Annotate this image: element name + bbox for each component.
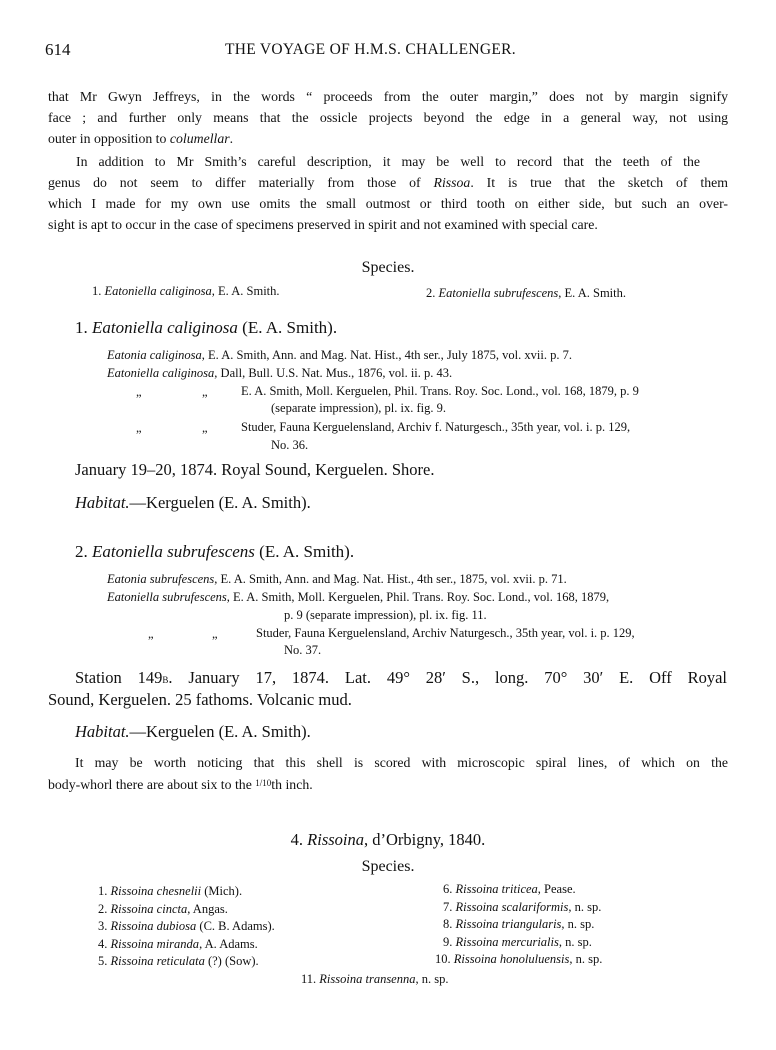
species-2-synonym-3-cont: No. 37. (284, 643, 322, 657)
rissoina-list-left (98, 883, 275, 971)
species-1-synonym-3: E. A. Smith, Moll. Kerguelen, Phil. Trans. Roy. Soc. Lond., vol. 168, 1879, p. 9 (241, 384, 639, 398)
species-2-locality: Station 149b. January 17, 1874. Lat. 49° 28′ S., long. 70° 30′ E. Off Royal (75, 668, 727, 687)
list-item: 10. Rissoina honoluluensis, n. sp. (435, 952, 603, 966)
intro-paragraph-1: that Mr Gwyn Jeffreys, in the words “ proceeds from the outer margin,” does not by margin signify face ; and further only means that the ossicle projects beyond the edge in a general way, not using outer in opposition to columellar. (48, 89, 728, 146)
ditto-mark: „ (136, 421, 142, 435)
list-item: 2. Rissoina cincta, Angas. (98, 901, 228, 916)
species-list-item-2: 2. Eatoniella subrufescens, E. A. Smith. (426, 286, 626, 300)
page-number: 614 (45, 40, 71, 59)
species-2-synonym-3: Studer, Fauna Kerguelensland, Archiv Naturgesch., 35th year, vol. i. p. 129, (256, 626, 635, 640)
list-item: 3. Rissoina dubiosa (C. B. Adams). (98, 919, 275, 933)
species-2-note: It may be worth noticing that this shell is scored with microscopic spiral lines, of which on the body-whorl there are about six to the $^{1/10}$th inch. (48, 755, 728, 792)
species-2-habitat: Habitat.—Kerguelen (E. A. Smith). (75, 722, 311, 741)
genus-4-heading: 4. Rissoina, d’Orbigny, 1840. (290, 830, 486, 849)
ditto-mark: „ (202, 421, 208, 435)
species-1-synonym-4: Studer, Fauna Kerguelensland, Archiv f. Naturgesch., 35th year, vol. i. p. 129, (241, 420, 631, 434)
species-1-heading: 1. Eatoniella caliginosa (E. A. Smith). (75, 318, 338, 337)
list-item: 8. Rissoina triangularis, n. sp. (443, 917, 595, 931)
running-title: THE VOYAGE OF H.M.S. CHALLENGER. (225, 41, 516, 58)
ditto-mark: „ (148, 627, 154, 641)
list-item: 1. Rissoina chesnelii (Mich). (98, 884, 243, 898)
species-1-habitat: Habitat.—Kerguelen (E. A. Smith). (75, 493, 311, 512)
species-1-synonym-3-cont: (separate impression), pl. ix. fig. 9. (271, 401, 446, 415)
species-2-synonym-2: Eatoniella subrufescens, E. A. Smith, Moll. Kerguelen, Phil. Trans. Roy. Soc. Lond., vol. 168, 1879, (107, 590, 610, 604)
list-item: 7. Rissoina scalariformis, n. sp. (443, 899, 602, 914)
ditto-mark: „ (202, 385, 208, 399)
list-item: 4. Rissoina miranda, A. Adams. (98, 936, 258, 951)
intro-paragraph-2: In addition to Mr Smith’s careful description, it may be well to record that the teeth of the genus do not seem to differ materially from those of Rissoa. It is true that the sketch of them which I made for my own use omits the small outmost or third tooth on either side, but such an over- sight is apt to occur in the case of specimens preserved in spirit and not examined with special care. (48, 154, 728, 232)
list-item: 6. Rissoina triticea, Pease. (443, 882, 576, 896)
species-2-locality-cont: Sound, Kerguelen. 25 fathoms. Volcanic mud. (48, 690, 352, 709)
list-item: 9. Rissoina mercurialis, n. sp. (443, 934, 592, 949)
list-item: 5. Rissoina reticulata (?) (Sow). (98, 954, 259, 968)
rissoina-list-right (435, 881, 603, 969)
species-1-locality: January 19–20, 1874. Royal Sound, Kerguelen. Shore. (75, 460, 435, 479)
species-2-heading: 2. Eatoniella subrufescens (E. A. Smith). (75, 542, 355, 561)
species-1-synonym-4-cont: No. 36. (271, 438, 309, 452)
species-1-synonym-2: Eatoniella caliginosa, Dall, Bull. U.S. Nat. Mus., 1876, vol. ii. p. 43. (107, 366, 453, 380)
species-1-synonym-1: Eatonia caliginosa, E. A. Smith, Ann. and Mag. Nat. Hist., 4th ser., July 1875, vol. xvii. p. 7. (107, 348, 572, 362)
species-heading-1: Species. (361, 259, 415, 276)
rissoina-list-last: 11. Rissoina transenna, n. sp. (301, 972, 449, 986)
ditto-mark: „ (212, 627, 218, 641)
species-2-synonym-2-cont: p. 9 (separate impression), pl. ix. fig. 11. (284, 608, 487, 622)
species-heading-2: Species. (361, 858, 415, 875)
species-list-item-1: 1. Eatoniella caliginosa, E. A. Smith. (92, 284, 280, 298)
ditto-mark: „ (136, 385, 142, 399)
species-2-synonym-1: Eatonia subrufescens, E. A. Smith, Ann. and Mag. Nat. Hist., 4th ser., 1875, vol. xvii. p. 71. (107, 572, 567, 586)
fraction-one-tenth: 1/10 (255, 778, 272, 788)
